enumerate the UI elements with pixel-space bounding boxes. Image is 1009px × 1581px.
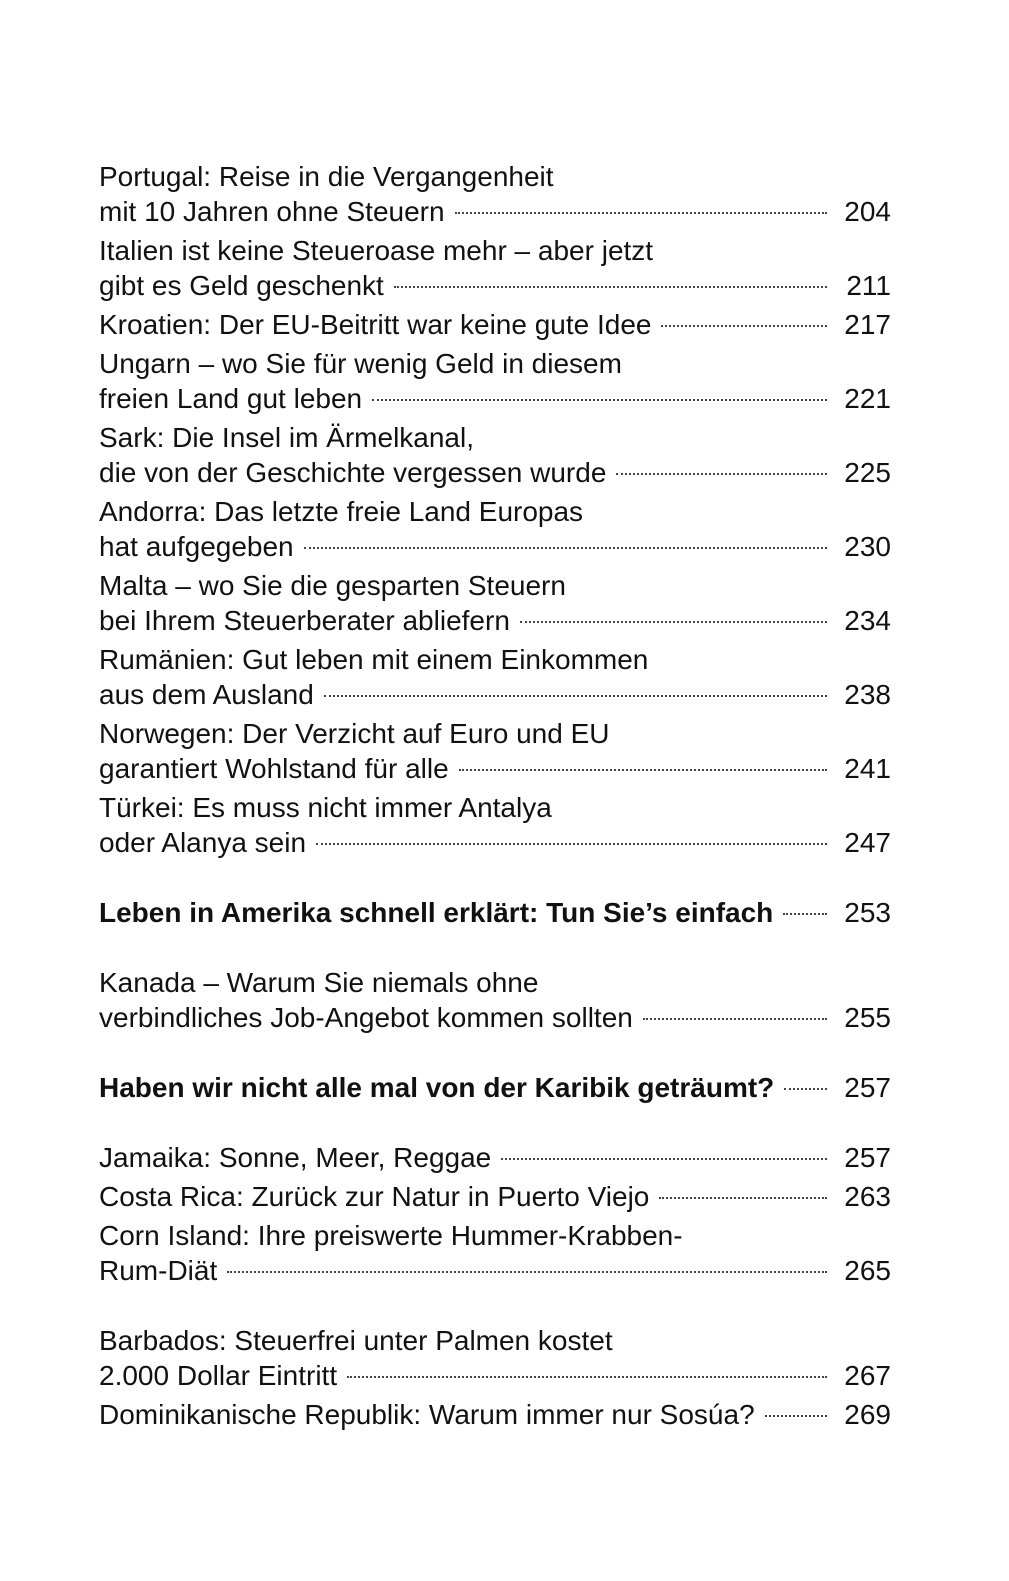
page-number: 225 bbox=[844, 457, 891, 488]
toc-entry-title-line: Portugal: Reise in die Vergangenheit bbox=[99, 161, 554, 192]
dot-leader bbox=[643, 1018, 827, 1020]
page-number: 217 bbox=[844, 309, 891, 340]
dot-leader bbox=[347, 1376, 827, 1378]
dot-leader bbox=[372, 399, 827, 401]
toc-entry-malta[interactable] bbox=[99, 568, 891, 638]
toc-entry-title-line: gibt es Geld geschenkt bbox=[99, 270, 384, 301]
toc-entry-portugal[interactable] bbox=[99, 159, 891, 229]
page-number: 255 bbox=[844, 1002, 891, 1033]
toc-entry-title-line: Sark: Die Insel im Ärmelkanal, bbox=[99, 422, 475, 453]
toc-entry-title-line: oder Alanya sein bbox=[99, 827, 307, 858]
dot-leader bbox=[304, 547, 827, 549]
toc-entry-tuerkei[interactable] bbox=[99, 790, 891, 860]
dot-leader bbox=[765, 1415, 827, 1417]
dot-leader bbox=[316, 843, 827, 845]
page-number: 241 bbox=[844, 753, 891, 784]
toc-entry-title-line: 2.000 Dollar Eintritt bbox=[99, 1360, 338, 1391]
toc-entry-title-line: Barbados: Steuerfrei unter Palmen kostet bbox=[99, 1325, 613, 1356]
page-number: 247 bbox=[844, 827, 891, 858]
page-number: 263 bbox=[844, 1181, 891, 1212]
toc-entry-title-line: hat aufgegeben bbox=[99, 531, 294, 562]
dot-leader bbox=[616, 473, 827, 475]
page-number: 257 bbox=[844, 1072, 891, 1103]
dot-leader bbox=[659, 1197, 827, 1199]
toc-entry-barbados[interactable] bbox=[99, 1323, 891, 1393]
toc-entry-title-line: aus dem Ausland bbox=[99, 679, 314, 710]
toc-entry-title-line: Kanada – Warum Sie niemals ohne bbox=[99, 967, 539, 998]
table-of-contents bbox=[99, 155, 891, 1432]
toc-entry-costa-rica[interactable] bbox=[99, 1179, 891, 1214]
toc-entry-corn-island[interactable] bbox=[99, 1218, 891, 1288]
dot-leader bbox=[455, 212, 827, 214]
page-number: 221 bbox=[844, 383, 891, 414]
toc-entry-title-line: Costa Rica: Zurück zur Natur in Puerto Viejo bbox=[99, 1181, 650, 1212]
toc-section-title: Leben in Amerika schnell erklärt: Tun Sie’s einfach bbox=[99, 897, 774, 928]
dot-leader bbox=[784, 1088, 827, 1090]
toc-entry-title-line: Norwegen: Der Verzicht auf Euro und EU bbox=[99, 718, 610, 749]
toc-entry-ungarn[interactable] bbox=[99, 346, 891, 416]
toc-entry-title-line: Malta – wo Sie die gesparten Steuern bbox=[99, 570, 566, 601]
page-number: 269 bbox=[844, 1399, 891, 1430]
toc-entry-rumaenien[interactable] bbox=[99, 642, 891, 712]
toc-entry-jamaika[interactable] bbox=[99, 1140, 891, 1175]
toc-entry-sark[interactable] bbox=[99, 420, 891, 490]
toc-section-karibik[interactable] bbox=[99, 1070, 891, 1105]
toc-entry-italien[interactable] bbox=[99, 233, 891, 303]
page-number: 267 bbox=[844, 1360, 891, 1391]
page-number: 230 bbox=[844, 531, 891, 562]
toc-entry-title-line: freien Land gut leben bbox=[99, 383, 363, 414]
page-number: 253 bbox=[844, 897, 891, 928]
toc-entry-title-line: Dominikanische Republik: Warum immer nur Sosúa? bbox=[99, 1399, 755, 1430]
dot-leader bbox=[501, 1158, 827, 1160]
toc-section-amerika[interactable] bbox=[99, 895, 891, 930]
toc-entry-kroatien[interactable] bbox=[99, 307, 891, 342]
toc-entry-kanada[interactable] bbox=[99, 965, 891, 1035]
dot-leader bbox=[324, 695, 827, 697]
toc-entry-andorra[interactable] bbox=[99, 494, 891, 564]
toc-entry-dominikanische-republik[interactable] bbox=[99, 1397, 891, 1432]
page-number: 265 bbox=[844, 1255, 891, 1286]
page-number: 211 bbox=[846, 270, 891, 301]
page-number: 238 bbox=[844, 679, 891, 710]
toc-entry-title-line: Rum-Diät bbox=[99, 1255, 218, 1286]
toc-entry-title-line: verbindliches Job-Angebot kommen sollten bbox=[99, 1002, 633, 1033]
toc-entry-title-line: Türkei: Es muss nicht immer Antalya bbox=[99, 792, 552, 823]
toc-entry-title-line: garantiert Wohlstand für alle bbox=[99, 753, 449, 784]
toc-entry-title-line: Jamaika: Sonne, Meer, Reggae bbox=[99, 1142, 492, 1173]
page-number: 257 bbox=[844, 1142, 891, 1173]
toc-entry-title-line: Kroatien: Der EU-Beitritt war keine gute Idee bbox=[99, 309, 652, 340]
page-number: 234 bbox=[844, 605, 891, 636]
toc-entry-title-line: Corn Island: Ihre preiswerte Hummer-Krabben- bbox=[99, 1220, 683, 1251]
toc-section-title: Haben wir nicht alle mal von der Karibik geträumt? bbox=[99, 1072, 775, 1103]
toc-entry-title-line: Ungarn – wo Sie für wenig Geld in diesem bbox=[99, 348, 622, 379]
toc-entry-title-line: Andorra: Das letzte freie Land Europas bbox=[99, 496, 584, 527]
toc-entry-title-line: Italien ist keine Steueroase mehr – aber jetzt bbox=[99, 235, 654, 266]
dot-leader bbox=[783, 913, 827, 915]
toc-entry-title-line: bei Ihrem Steuerberater abliefern bbox=[99, 605, 510, 636]
toc-entry-title-line: Rumänien: Gut leben mit einem Einkommen bbox=[99, 644, 649, 675]
dot-leader bbox=[394, 286, 827, 288]
toc-entry-title-line: die von der Geschichte vergessen wurde bbox=[99, 457, 607, 488]
dot-leader bbox=[227, 1271, 827, 1273]
dot-leader bbox=[661, 325, 827, 327]
dot-leader bbox=[520, 621, 827, 623]
toc-entry-norwegen[interactable] bbox=[99, 716, 891, 786]
page-number: 204 bbox=[844, 196, 891, 227]
toc-entry-title-line: mit 10 Jahren ohne Steuern bbox=[99, 196, 445, 227]
dot-leader bbox=[459, 769, 827, 771]
